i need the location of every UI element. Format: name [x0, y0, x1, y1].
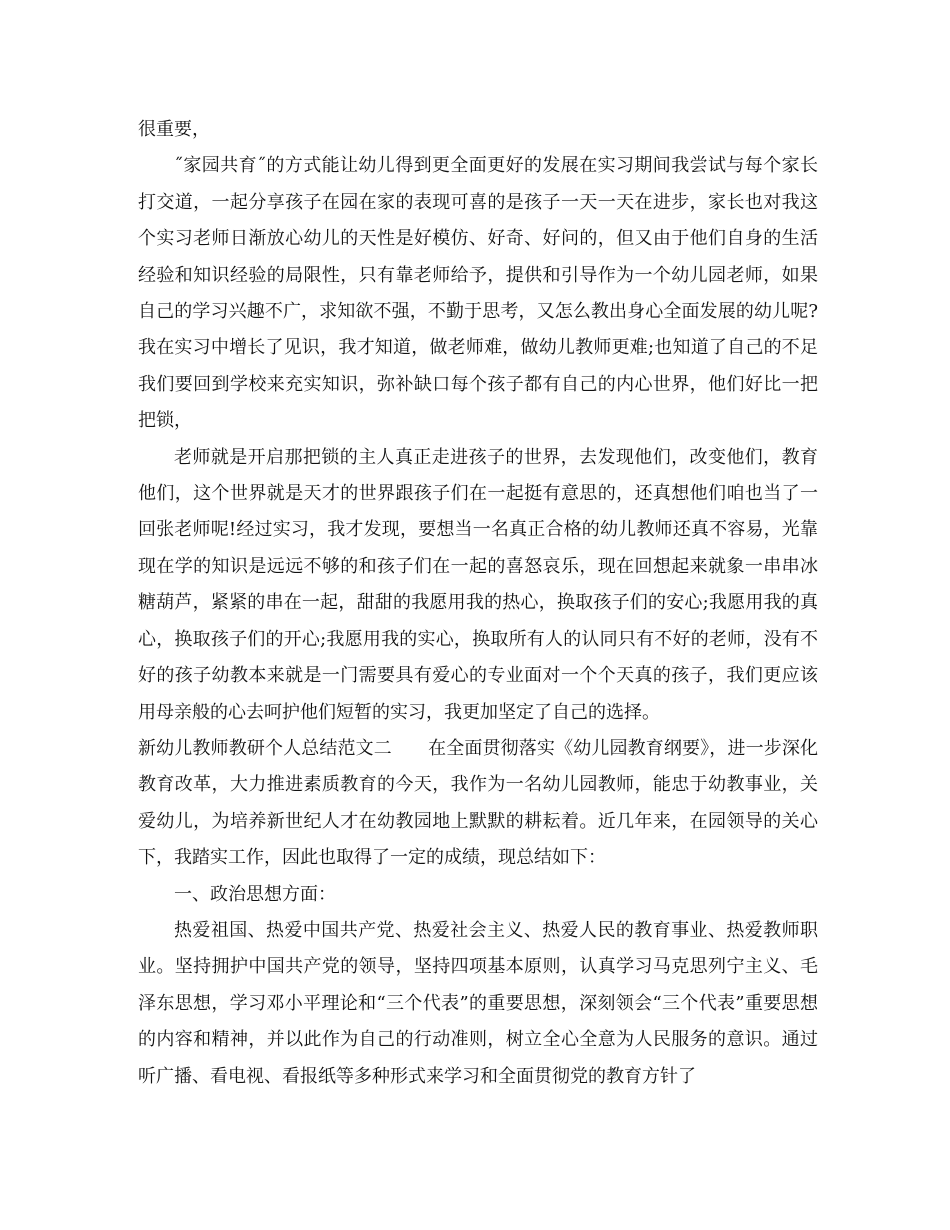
paragraph-home-school: ˝家园共育˝的方式能让幼儿得到更全面更好的发展在实习期间我尝试与每个家长打交道，一起分享孩子在园在家的表现可喜的是孩子一天一天在进步，家长也对我这个实习老师日渐放心幼儿的天性是好模仿、好奇、好问的，但又由于他们自身的生活经验和知识经验的局限性，只有靠老师给予，提供和引导作为一个幼儿园老师，如果自己的学习兴趣不广，求知欲不强，不勤于思考，又怎么教出身心全面发展的幼儿呢?我在实习中增长了见识，我才知道，做老师难，做幼儿教师更难;也知道了自己的不足我们要回到学校来充实知识，弥补缺口每个孩子都有自己的内心世界，他们好比一把把锁，	[138, 155, 818, 432]
paragraph-summary-intro	[138, 731, 818, 877]
paragraph-teacher-reflection: 老师就是开启那把锁的主人真正走进孩子的世界，去发现他们，改变他们，教育他们，这个世界就是天才的世界跟孩子们在一起挺有意思的，还真想他们咱也当了一回张老师呢!经过实习，我才发现，要想当一名真正合格的幼儿教师还真不容易，光靠现在学的知识是远远不够的和孩子们在一起的喜怒哀乐，现在回想起来就象一串串冰糖葫芦，紧紧的串在一起，甜甜的我愿用我的热心，换取孩子们的安心;我愿用我的真心，换取孩子们的开心;我愿用我的实心，换取所有人的认同只有不好的老师，没有不好的孩子幼教本来就是一门需要具有爱心的专业面对一个个天真的孩子，我们更应该用母亲般的心去呵护他们短暂的实习，我更加坚定了自己的选择。	[138, 446, 818, 723]
paragraph-continuation: 很重要，	[138, 119, 210, 140]
summary-intro-text: 在全面贯彻落实《幼儿园教育纲要》，进一步深化教育改革，大力推进素质教育的今天，我作为一名幼儿园教师，能忠于幼教事业，关爱幼儿，为培养新世纪人才在幼教园地上默默的耕耘着。近几年来，在园领导的关心下，我踏实工作，因此也取得了一定的成绩，现总结如下：	[138, 737, 819, 869]
document-body	[138, 112, 818, 1095]
section-heading-political: 一、政治思想方面：	[174, 883, 336, 905]
section-title: 新幼儿教师教研个人总结范文二	[138, 737, 392, 759]
paragraph-political-thought: 热爱祖国、热爱中国共产党、热爱社会主义、热爱人民的教育事业、热爱教师职业。坚持拥护中国共产党的领导，坚持四项基本原则，认真学习马克思列宁主义、毛泽东思想，学习邓小平理论和“三个代表”的重要思想，深刻领会“三个代表”重要思想的内容和精神，并以此作为自己的行动准则，树立全心全意为人民服务的意识。通过听广播、看电视、看报纸等多种形式来学习和全面贯彻党的教育方针了	[138, 919, 818, 1087]
